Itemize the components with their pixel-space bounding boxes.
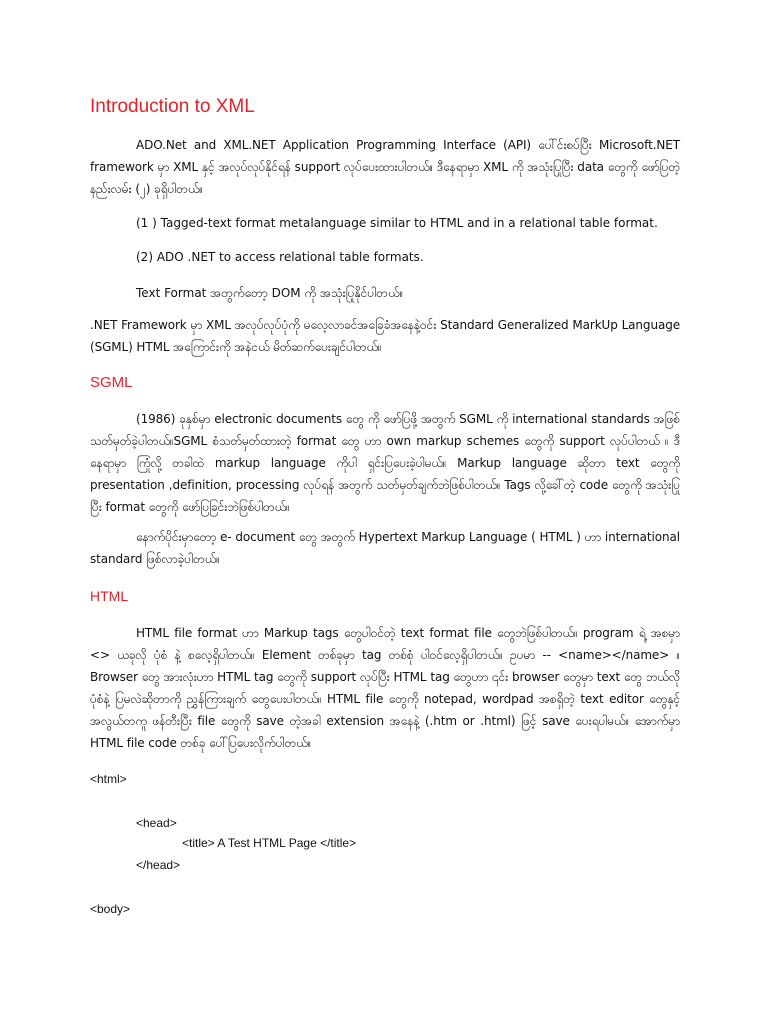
text-format-line: Text Format အတွက်တော့ DOM ကို အသုံးပြုနိုင်ပါတယ်။ bbox=[136, 286, 404, 300]
code-title-line: <title> A Test HTML Page </title> bbox=[182, 836, 357, 850]
list-item-1: (1 ) Tagged-text format metalanguage similar to HTML and in a relational table format. bbox=[136, 216, 658, 230]
code-head-open: <head> bbox=[136, 816, 177, 830]
code-body-open: <body> bbox=[90, 902, 131, 916]
intro-paragraph: ADO.Net and XML.NET Application Programming Interface (API) ပေါ်င်းစပ်ပြီး Microsoft.NET framework မှာ XML နှင့် အလုပ်လုပ်နိုင်ရန် support လုပ်ပေးထားပါတယ်။ ဒီနေရာမှာ XML ကို အသုံးပြုပြီး data တွေကို ဖော်ပြတဲ့ နည်းလမ်း (၂) ခုရှိပါတယ်။ bbox=[90, 138, 680, 196]
later-paragraph: နောက်ပိုင်းမှာတော့ e- document တွေ အတွက် Hypertext Markup Language ( HTML ) ဟာ international standard ဖြစ်လာခဲ့ပါတယ်။ bbox=[90, 530, 680, 566]
code-html-open: <html> bbox=[90, 772, 127, 786]
page-title: Introduction to XML bbox=[90, 96, 255, 117]
sgml-paragraph: (1986) ခုနှစ်မှာ electronic documents တွေ ကို ဖော်ပြဖို့ အတွက် SGML ကို international standards အဖြစ် သတ်မှတ်ခဲ့ပါတယ်။SGML စံသတ်မှတ်ထားတဲ့ format တွေ ဟာ own markup schemes တွေကို support လုပ်ပါတယ် ။ ဒီနေရာမှာ ကြုံလို့ တခါထဲ markup language ကိုပါ ရှင်းပြပေးခဲ့ပါမယ်။ Markup language ဆိုတာ text တွေကို presentation ,definition, processing လုပ်ရန် အတွက် သတ်မှတ်ချက်ဘဲဖြစ်ပါတယ်။ Tags လို့ခေါ်တဲ့ code တွေကို အသုံးပြုပြီး format တွေကို ဖော်ပြခြင်းဘဲဖြစ်ပါတယ်။ bbox=[90, 412, 680, 514]
net-framework-paragraph: .NET Framework မှာ XML အလုပ်လုပ်ပုံကို မလေ့လာခင်အခြေခံအနေနဲ့ဝင်း Standard Generalized MarkUp Language (SGML) HTML အကြောင်းကို အနဲငယ် မိတ်ဆက်ပေးချင်ပါတယ်။ bbox=[90, 318, 680, 354]
list-item-2: (2) ADO .NET to access relational table formats. bbox=[136, 250, 424, 264]
sgml-heading: SGML bbox=[90, 374, 133, 391]
code-head-close: </head> bbox=[136, 858, 181, 872]
html-heading: HTML bbox=[90, 588, 129, 604]
html-paragraph: HTML file format ဟာ Markup tags တွေပါဝင်တဲ့ text format file တွေဘဲဖြစ်ပါတယ်။ program ရဲ့ အစမှာ <> ယခုလို ပုံစံ နဲ့ စလေ့ရှိပါတယ်။ Element တစ်ခုမှာ tag တစ်စုံ ပါဝင်လေ့ရှိပါတယ်။ ဥပမာ -- <name></name> ။ Browser တွေ အားလုံးဟာ HTML tag တွေကို support လုပ်ပြီး HTML tag တွေဟာ ၎င်း browser တွေမှာ text တွေ ဘယ်လို ပုံစံနဲ့ ပြမလဲဆိုတာကို ညွှန်ကြားချက် တွေပေးပါတယ်။ HTML file တွေကို notepad, wordpad အစရှိတဲ့ text editor တွေနှင့် အလွယ်တကူ ဖန်တီးပြီး file တွေကို save တဲ့အခါ extension အနေနဲ့ (.htm or .html) ဖြင့် save ပေးရပါမယ်။ အောက်မှာ HTML file code တစ်ခု ပေါ်ပြပေးလိုက်ပါတယ်။ bbox=[90, 626, 680, 750]
